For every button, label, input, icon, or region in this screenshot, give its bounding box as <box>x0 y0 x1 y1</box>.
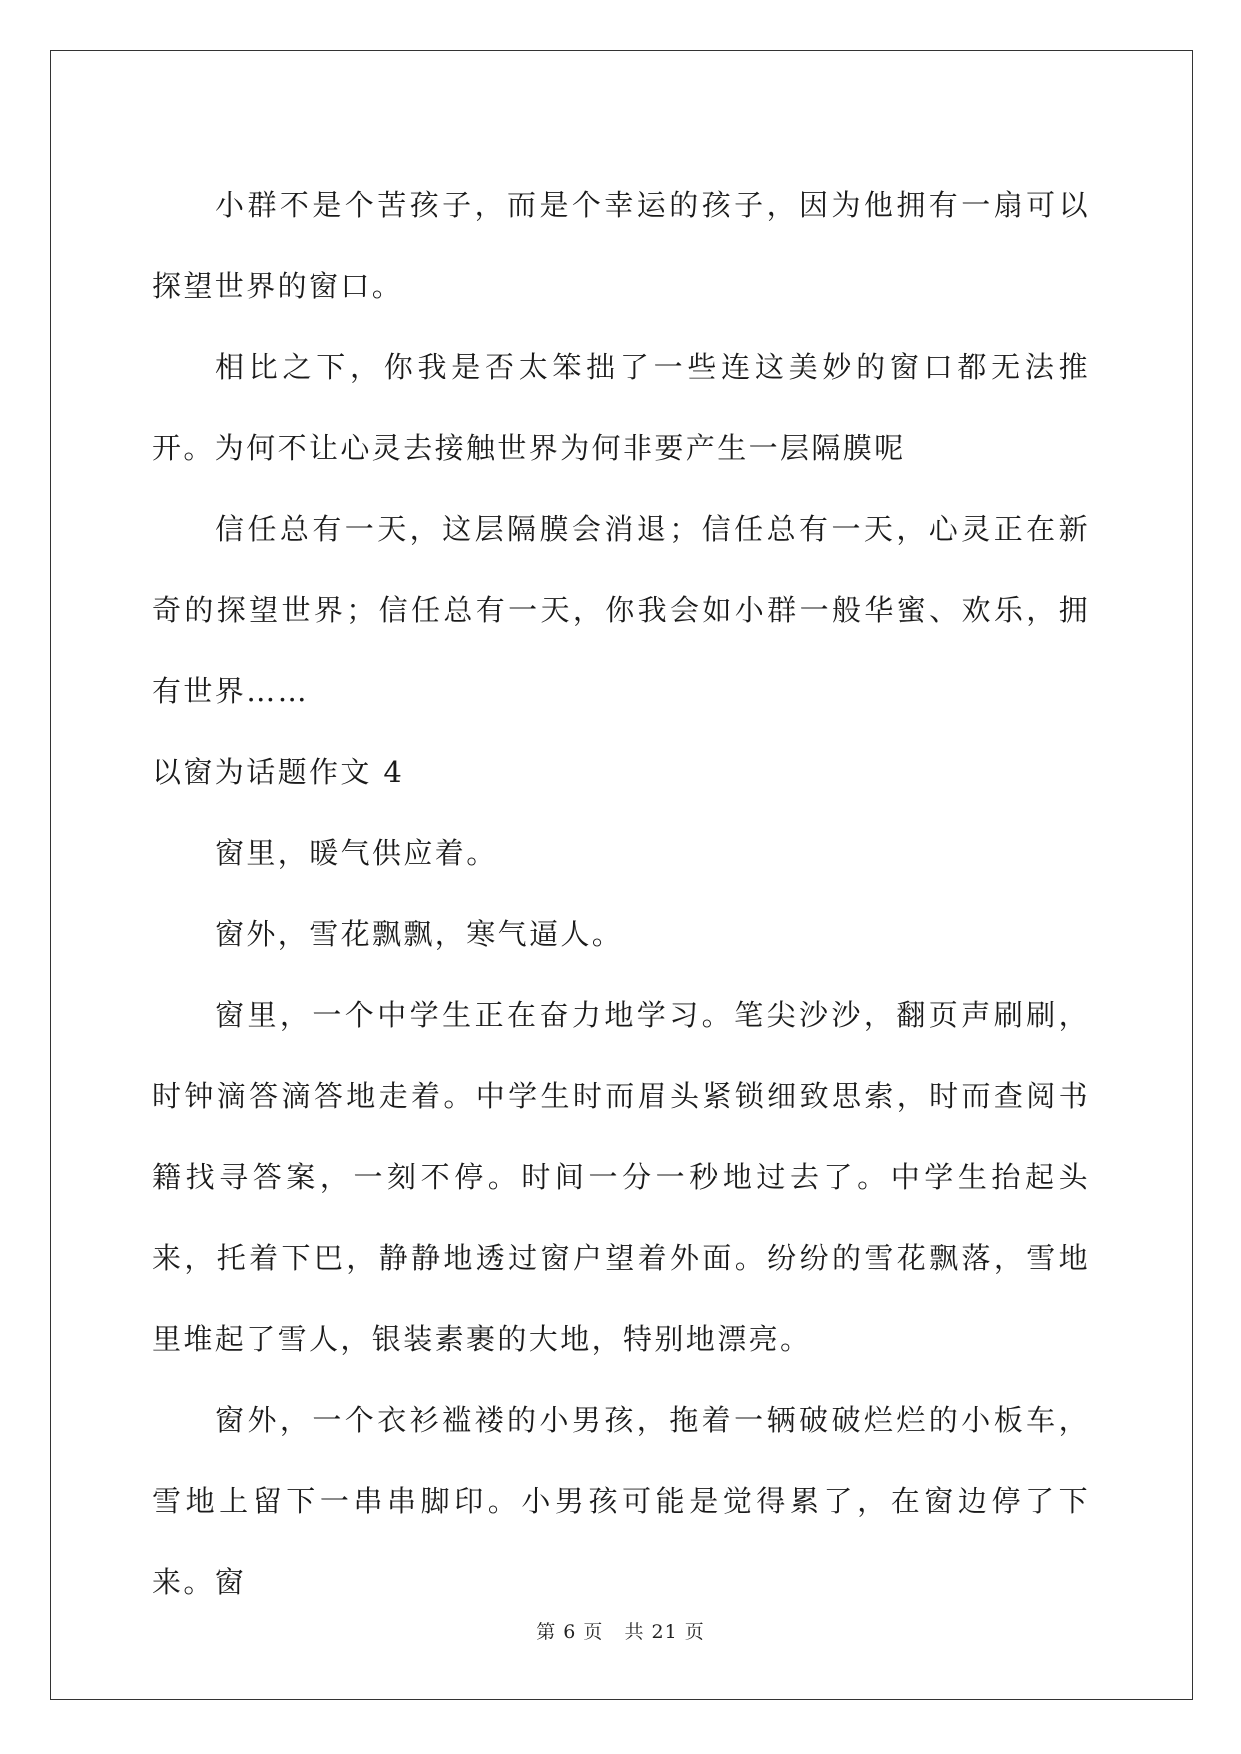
section-heading: 以窗为话题作文 4 <box>152 755 405 789</box>
paragraph: 窗里，暖气供应着。 <box>215 836 498 870</box>
total-pages: 共 21 页 <box>624 1621 705 1643</box>
paragraph: 相比之下，你我是否太笨拙了一些连这美妙的窗口都无法推开。为何不让心灵去接触世界为何非要产生一层隔膜呢 <box>152 350 1090 465</box>
paragraph: 窗外，一个衣衫褴褛的小男孩，拖着一辆破破烂烂的小板车，雪地上留下一串串脚印。小男孩可能是觉得累了，在窗边停了下来。窗 <box>152 1403 1090 1599</box>
page-footer <box>0 1620 1241 1644</box>
document-body <box>152 165 1090 1623</box>
paragraph: 信任总有一天，这层隔膜会消退；信任总有一天，心灵正在新奇的探望世界；信任总有一天，你我会如小群一般华蜜、欢乐，拥有世界…… <box>152 512 1090 708</box>
footer-spacer <box>603 1621 624 1643</box>
paragraph: 窗外，雪花飘飘，寒气逼人。 <box>215 917 624 951</box>
paragraph: 小群不是个苦孩子，而是个幸运的孩子，因为他拥有一扇可以探望世界的窗口。 <box>152 188 1090 303</box>
page-number: 第 6 页 <box>536 1621 604 1643</box>
paragraph: 窗里，一个中学生正在奋力地学习。笔尖沙沙，翻页声刷刷，时钟滴答滴答地走着。中学生时而眉头紧锁细致思索，时而查阅书籍找寻答案，一刻不停。时间一分一秒地过去了。中学生抬起头来，托着下巴，静静地透过窗户望着外面。纷纷的雪花飘落，雪地里堆起了雪人，银装素裹的大地，特别地漂亮。 <box>152 998 1090 1356</box>
